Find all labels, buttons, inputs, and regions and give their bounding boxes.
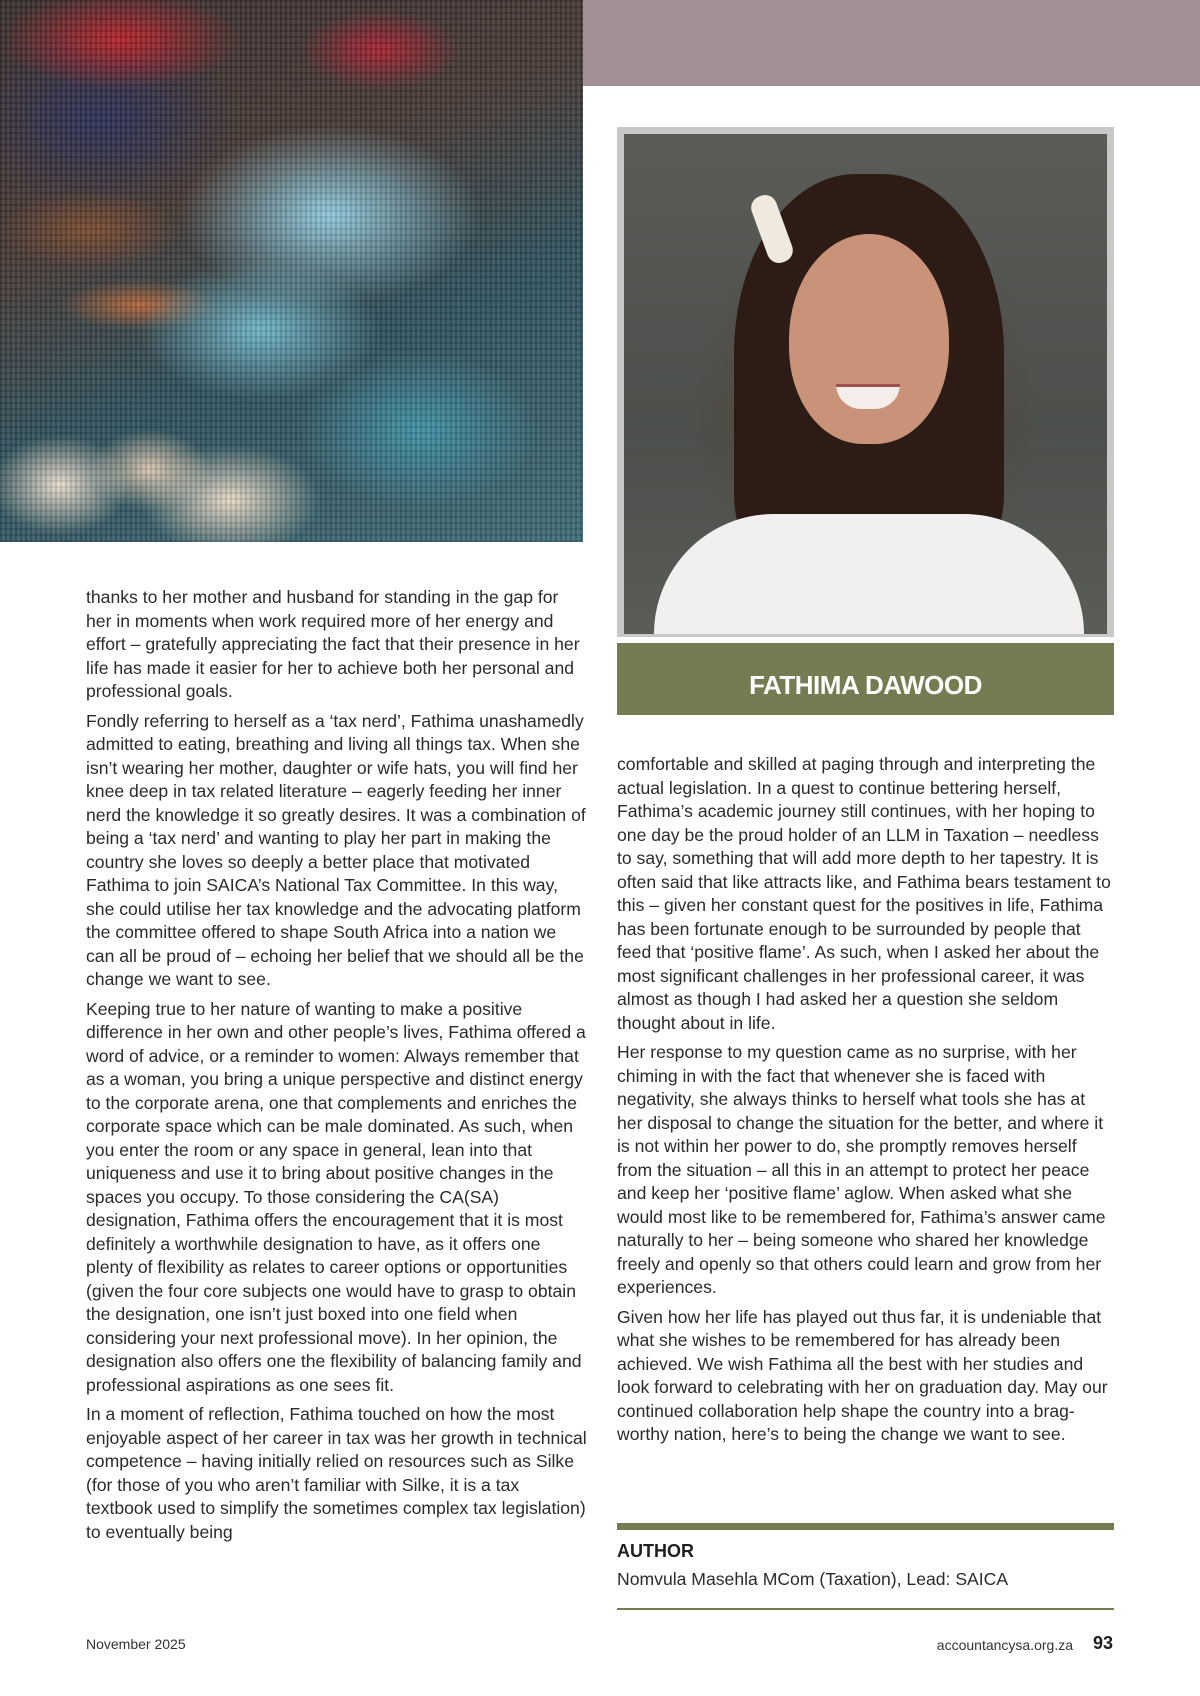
header-color-bar: [583, 0, 1200, 86]
footer-issue-date: November 2025: [86, 1636, 186, 1652]
page-number: 93: [1093, 1633, 1114, 1653]
author-bottom-rule: [617, 1608, 1114, 1610]
name-caption: FATHIMA DAWOOD: [749, 669, 982, 700]
paragraph: Given how her life has played out thus far, it is undeniable that what she wishes to be remembered for has already been achieved. We wish Fathima all the best with her studies and look forward to celebrating with her on graduation day. May our continued collaboration help shape the country into a brag-worthy nation, here’s to being the change we want to see.: [617, 1306, 1108, 1444]
right-text-column: [617, 753, 1114, 1453]
portrait-photo: [624, 134, 1107, 634]
left-text-column: [86, 586, 588, 1550]
footer-website-link[interactable]: accountancysa.org.za: [936, 1637, 1073, 1653]
paragraph: Fondly referring to herself as a ‘tax nerd’, Fathima unashamedly admitted to eating, breathing and living all things tax. When she isn’t wearing her mother, daughter or wife hats, you will find her knee deep in tax related literature – eagerly feeding her inner nerd the knowledge it so greatly desires. It was a combination of being a ‘tax nerd’ and wanting to play her part in making the country she loves so deeply a better place that motivated Fathima to join SAICA’s National Tax Committee. In this way, she could utilise her tax knowledge and the advocating platform the committee offered to shape South Africa into a nation we can all be proud of – echoing her belief that we should all be the change we want to see.: [86, 710, 586, 989]
portrait-shirt: [654, 514, 1084, 634]
portrait-face: [789, 234, 949, 444]
paragraph: Keeping true to her nature of wanting to make a positive difference in her own and other people’s lives, Fathima offered a word of advice, or a reminder to women: Always remember that as a woman, you bring a unique perspective and distinct energy to the corporate arena, one that complements and enriches the corporate space which can be male dominated. As such, when you enter the room or any space in general, lean into that uniqueness and use it to bring about positive changes in the spaces you occupy. To those considering the CA(SA) designation, Fathima offers the encouragement that it is most definitely a worthwhile designation to have, as it offers one plenty of flexibility as relates to career options or opportunities (given the four core subjects one would have to grasp to obtain the designation, one isn’t just boxed into one field when considering your next professional move). In her opinion, the designation also offers one the flexibility of balancing family and professional aspirations as one sees fit.: [86, 998, 586, 1395]
weave-texture: [0, 0, 583, 542]
author-name: Nomvula Masehla MCom (Taxation), Lead: SAICA: [617, 1569, 1009, 1589]
paragraph: comfortable and skilled at paging through and interpreting the actual legislation. In a quest to continue bettering herself, Fathima’s academic journey still continues, with her hoping to one day be the proud holder of an LLM in Taxation – needless to say, something that will add more depth to her tapestry. It is often said that like attracts like, and Fathima bears testament to this – given her constant quest for the positives in life, Fathima has been fortunate enough to be surrounded by people that feed that ‘positive flame’. As such, when I asked her about the most significant challenges in her professional career, it was almost as though I had asked her a question she seldom thought about in life.: [617, 754, 1111, 1033]
tapestry-photo: [0, 0, 583, 542]
author-label: AUTHOR: [617, 1541, 694, 1561]
name-caption-bar: [617, 643, 1114, 715]
paragraph: thanks to her mother and husband for standing in the gap for her in moments when work required more of her energy and effort – gratefully appreciating the fact that their presence in her life has made it easier for her to achieve both her personal and professional goals.: [86, 587, 580, 701]
portrait-frame: [617, 127, 1114, 637]
author-divider: [617, 1523, 1114, 1530]
paragraph: In a moment of reflection, Fathima touched on how the most enjoyable aspect of her career in tax was her growth in technical competence – having initially relied on resources such as Silke (for those of you who aren’t familiar with Silke, it is a tax textbook used to simplify the sometimes complex tax legislation) to eventually being: [86, 1404, 587, 1542]
paragraph: Her response to my question came as no surprise, with her chiming in with the fact that whenever she is faced with negativity, she always thinks to herself what tools she has at her disposal to change the situation for the better, and where it is not within her power to do, she promptly removes herself from the situation – all this in an attempt to protect her peace and keep her ‘positive flame’ aglow. When asked what she would most like to be remembered for, Fathima’s answer came naturally to her – being someone who shared her knowledge freely and openly so that others could learn and grow from her experiences.: [617, 1042, 1106, 1297]
